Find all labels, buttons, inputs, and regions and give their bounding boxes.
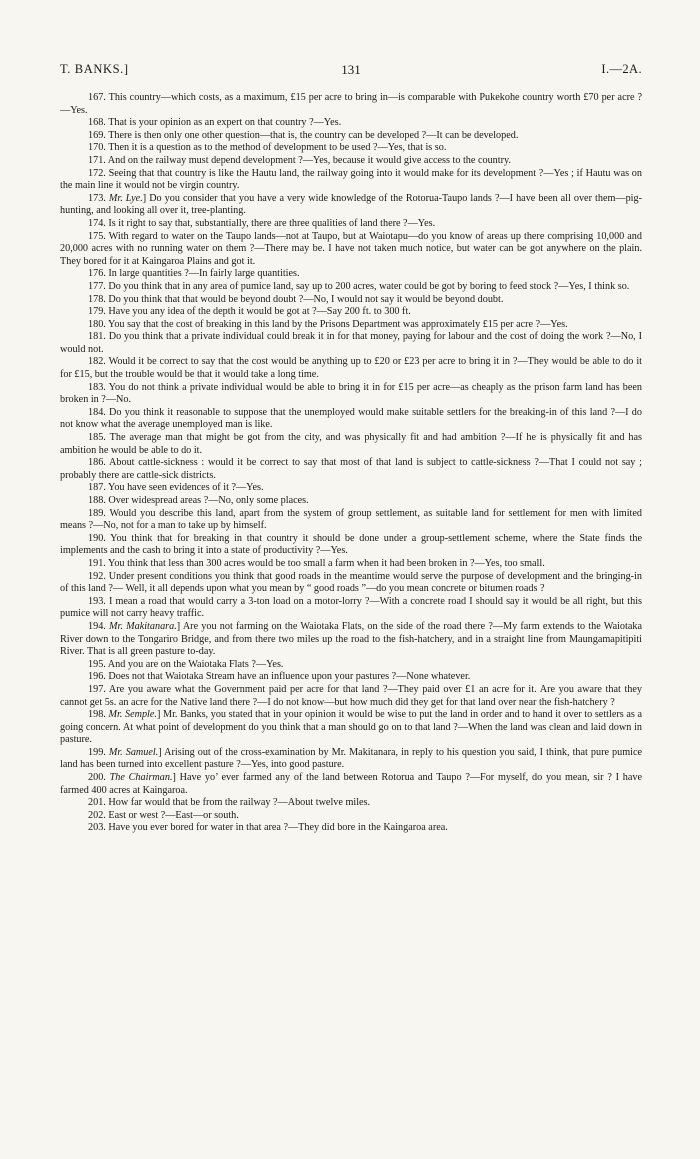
testimony-paragraph: 184. Do you think it reasonable to suppose that the unemployed would make suitable settlers for the breaking-in of this land ?—I do not know what the average unemployed man is like. bbox=[60, 406, 642, 431]
testimony-paragraph: 172. Seeing that that country is like the Hautu land, the railway going into it would make for its development ?—Yes ; if Hautu was on the main line it would not be virgin country. bbox=[60, 167, 642, 192]
speaker-name: The Chairman. bbox=[109, 772, 173, 784]
testimony-paragraph: 189. Would you describe this land, apart from the system of group settlement, as suitable land for settlement for men with limited means ?—No, not for a man to take up by himself. bbox=[60, 507, 642, 532]
testimony-paragraph: 197. Are you aware what the Government paid per acre for that land ?—They paid over £1 an acre for it. Are you aware that they cannot get 5s. an acre for the Native land there ?—I do not know—but how much did they get for that land over near the fish-hatchery ? bbox=[60, 683, 642, 708]
testimony-paragraph: 174. Is it right to say that, substantially, there are three qualities of land there ?—Yes. bbox=[88, 217, 436, 229]
testimony-paragraph: 186. About cattle-sickness : would it be correct to say that most of that land is subject to cattle-sickness ?—That I could not say ; probably there are cattle-sick districts. bbox=[60, 457, 642, 481]
paragraph-text: ] Mr. Banks, you stated that in your opinion it would be wise to put the land in order and to hand it over to settlers as a going concern. At what point of development do you think that a man should go on to that land ?—When the land was clean and laid down in pasture. bbox=[60, 709, 642, 746]
speaker-name: Mr. Semple. bbox=[108, 709, 157, 721]
testimony-paragraph: 190. You think that for breaking in that country it should be done under a group-settlement scheme, where the State finds the implements and the cash to bring it into a state of productivity ?—Yes. bbox=[60, 532, 642, 557]
testimony-paragraph: 203. Have you ever bored for water in that area ?—They did bore in the Kaingaroa area. bbox=[88, 822, 448, 834]
testimony-paragraph: 196. Does not that Waiotaka Stream have an influence upon your pastures ?—None whatever. bbox=[88, 671, 471, 683]
paragraph-text: ] Are you not farming on the Waiotaka Flats, on the side of the road there ?—My farm extends to the Waiotaka River down to the Tongariro Bridge, and from there two miles up the road to the fish-hatchery, and in a straight line from Maungamapitipiti River. That is all green pasture to-day. bbox=[60, 620, 642, 658]
paragraph-text: ] Have yo’ ever farmed any of the land between Rotorua and Taupo ?—For myself, do you mean, sir ? I have farmed 400 acres at Kaingaroa. bbox=[60, 772, 642, 796]
testimony-paragraph: 185. The average man that might be got from the city, and was physically fit and had ambition ?—If he is physically fit and has ambition he would be able to do it. bbox=[60, 432, 642, 456]
testimony-paragraph: 178. Do you think that that would be beyond doubt ?—No, I would not say it would be beyond doubt. bbox=[88, 293, 504, 305]
testimony-paragraph: 195. And you are on the Waiotaka Flats ?—Yes. bbox=[88, 658, 284, 670]
testimony-paragraph: 202. East or west ?—East—or south. bbox=[88, 809, 239, 821]
testimony-paragraph: 179. Have you any idea of the depth it would be got at ?—Say 200 ft. to 300 ft. bbox=[88, 306, 411, 318]
testimony-paragraph: 181. Do you think that a private individual could break it in for that money, paying for labour and the cost of doing the work ?—No, I would not. bbox=[60, 331, 642, 355]
testimony-paragraph: 180. You say that the cost of breaking in this land by the Prisons Department was approximately £15 per acre ?—Yes. bbox=[88, 318, 568, 330]
speaker-name: Mr. Lye. bbox=[108, 192, 143, 204]
testimony-paragraph: 169. There is then only one other question—that is, the country can be developed ?—It can be developed. bbox=[88, 129, 519, 141]
speaker-name: Mr. Samuel. bbox=[108, 746, 159, 758]
testimony-paragraph: 171. And on the railway must depend development ?—Yes, because it would give access to the country. bbox=[88, 154, 511, 166]
question-number: 194. bbox=[88, 620, 110, 632]
testimony-paragraph: 188. Over widespread areas ?—No, only some places. bbox=[88, 495, 309, 506]
question-number: 198. bbox=[88, 709, 109, 721]
speaker-name: Mr. Makitanara. bbox=[109, 620, 177, 632]
testimony-paragraph: 183. You do not think a private individual would be able to bring it in for £15 per acre—as cheaply as the prison farm land has been broken in ?—No. bbox=[60, 381, 642, 406]
testimony-paragraph: 175. With regard to water on the Taupo lands—not at Taupo, but at Waiotapu—do you know of areas up there comprising 10,000 and 20,000 acres with no running water on them ?—There may be. I have not taken much notice, but water can be got anywhere on the plain. They bored for it at Kaingaroa Plains and got it. bbox=[60, 230, 642, 267]
testimony-paragraph bbox=[60, 193, 642, 218]
testimony-paragraph bbox=[60, 621, 642, 659]
testimony-paragraph: 182. Would it be correct to say that the cost would be anything up to £20 or £23 per acre to bring it in ?—They would be able to do it for £15, but the trouble would be that it would take a long time. bbox=[60, 356, 642, 381]
testimony-paragraph: 191. You think that less than 300 acres would be too small a farm when it had been broken in ?—Yes, too small. bbox=[88, 557, 545, 569]
document-reference: I.—2A. bbox=[601, 62, 642, 76]
testimony-paragraph: 192. Under present conditions you think that good roads in the meantime would serve the purpose of development and the bringing-in of this land ?— Well, it all depends upon what you mean by “ good roads ”—do you mean concrete or bitumen roads ? bbox=[60, 570, 642, 595]
testimony-paragraph: 170. Then it is a question as to the method of development to be used ?—Yes, that is so. bbox=[88, 142, 447, 154]
paragraph-text: ] Do you consider that you have a very wide knowledge of the Rotorua-Taupo lands ?—I have been all over them—pig-hunting, and looking all over it, tree-planting. bbox=[60, 192, 642, 217]
testimony-paragraph bbox=[60, 709, 642, 747]
testimony-paragraph: 177. Do you think that in any area of pumice land, say up to 200 acres, water could be got by boring to feed stock ?—Yes, I think so. bbox=[88, 280, 630, 292]
question-number: 199. bbox=[88, 746, 109, 758]
testimony-paragraph: 167. This country—which costs, as a maximum, £15 per acre to bring in—is comparable with Pukekohe country worth £70 per acre ?—Yes. bbox=[60, 92, 642, 116]
testimony-paragraph: 176. In large quantities ?—In fairly large quantities. bbox=[88, 268, 300, 280]
testimony-body bbox=[60, 92, 642, 835]
testimony-paragraph bbox=[60, 772, 642, 797]
paragraph-text: ] Arising out of the cross-examination by Mr. Makitanara, in reply to his question you said, I think, that pure pumice land has been turned into excellent pasture ?—Yes, into good pasture. bbox=[60, 746, 643, 771]
page-number: 131 bbox=[341, 62, 361, 77]
testimony-paragraph: 187. You have seen evidences of it ?—Yes. bbox=[88, 482, 264, 494]
testimony-paragraph: 201. How far would that be from the railway ?—About twelve miles. bbox=[88, 797, 371, 809]
question-number: 200. bbox=[88, 772, 110, 784]
testimony-paragraph bbox=[60, 747, 642, 772]
page-header bbox=[60, 62, 642, 82]
header-witness-name: T. BANKS.] bbox=[60, 62, 129, 76]
question-number: 173. bbox=[88, 192, 109, 204]
testimony-paragraph: 193. I mean a road that would carry a 3-ton load on a motor-lorry ?—With a concrete road I should say it would be all right, but this pumice will not carry heavy traffic. bbox=[60, 595, 642, 620]
testimony-paragraph: 168. That is your opinion as an expert on that country ?—Yes. bbox=[88, 117, 342, 129]
